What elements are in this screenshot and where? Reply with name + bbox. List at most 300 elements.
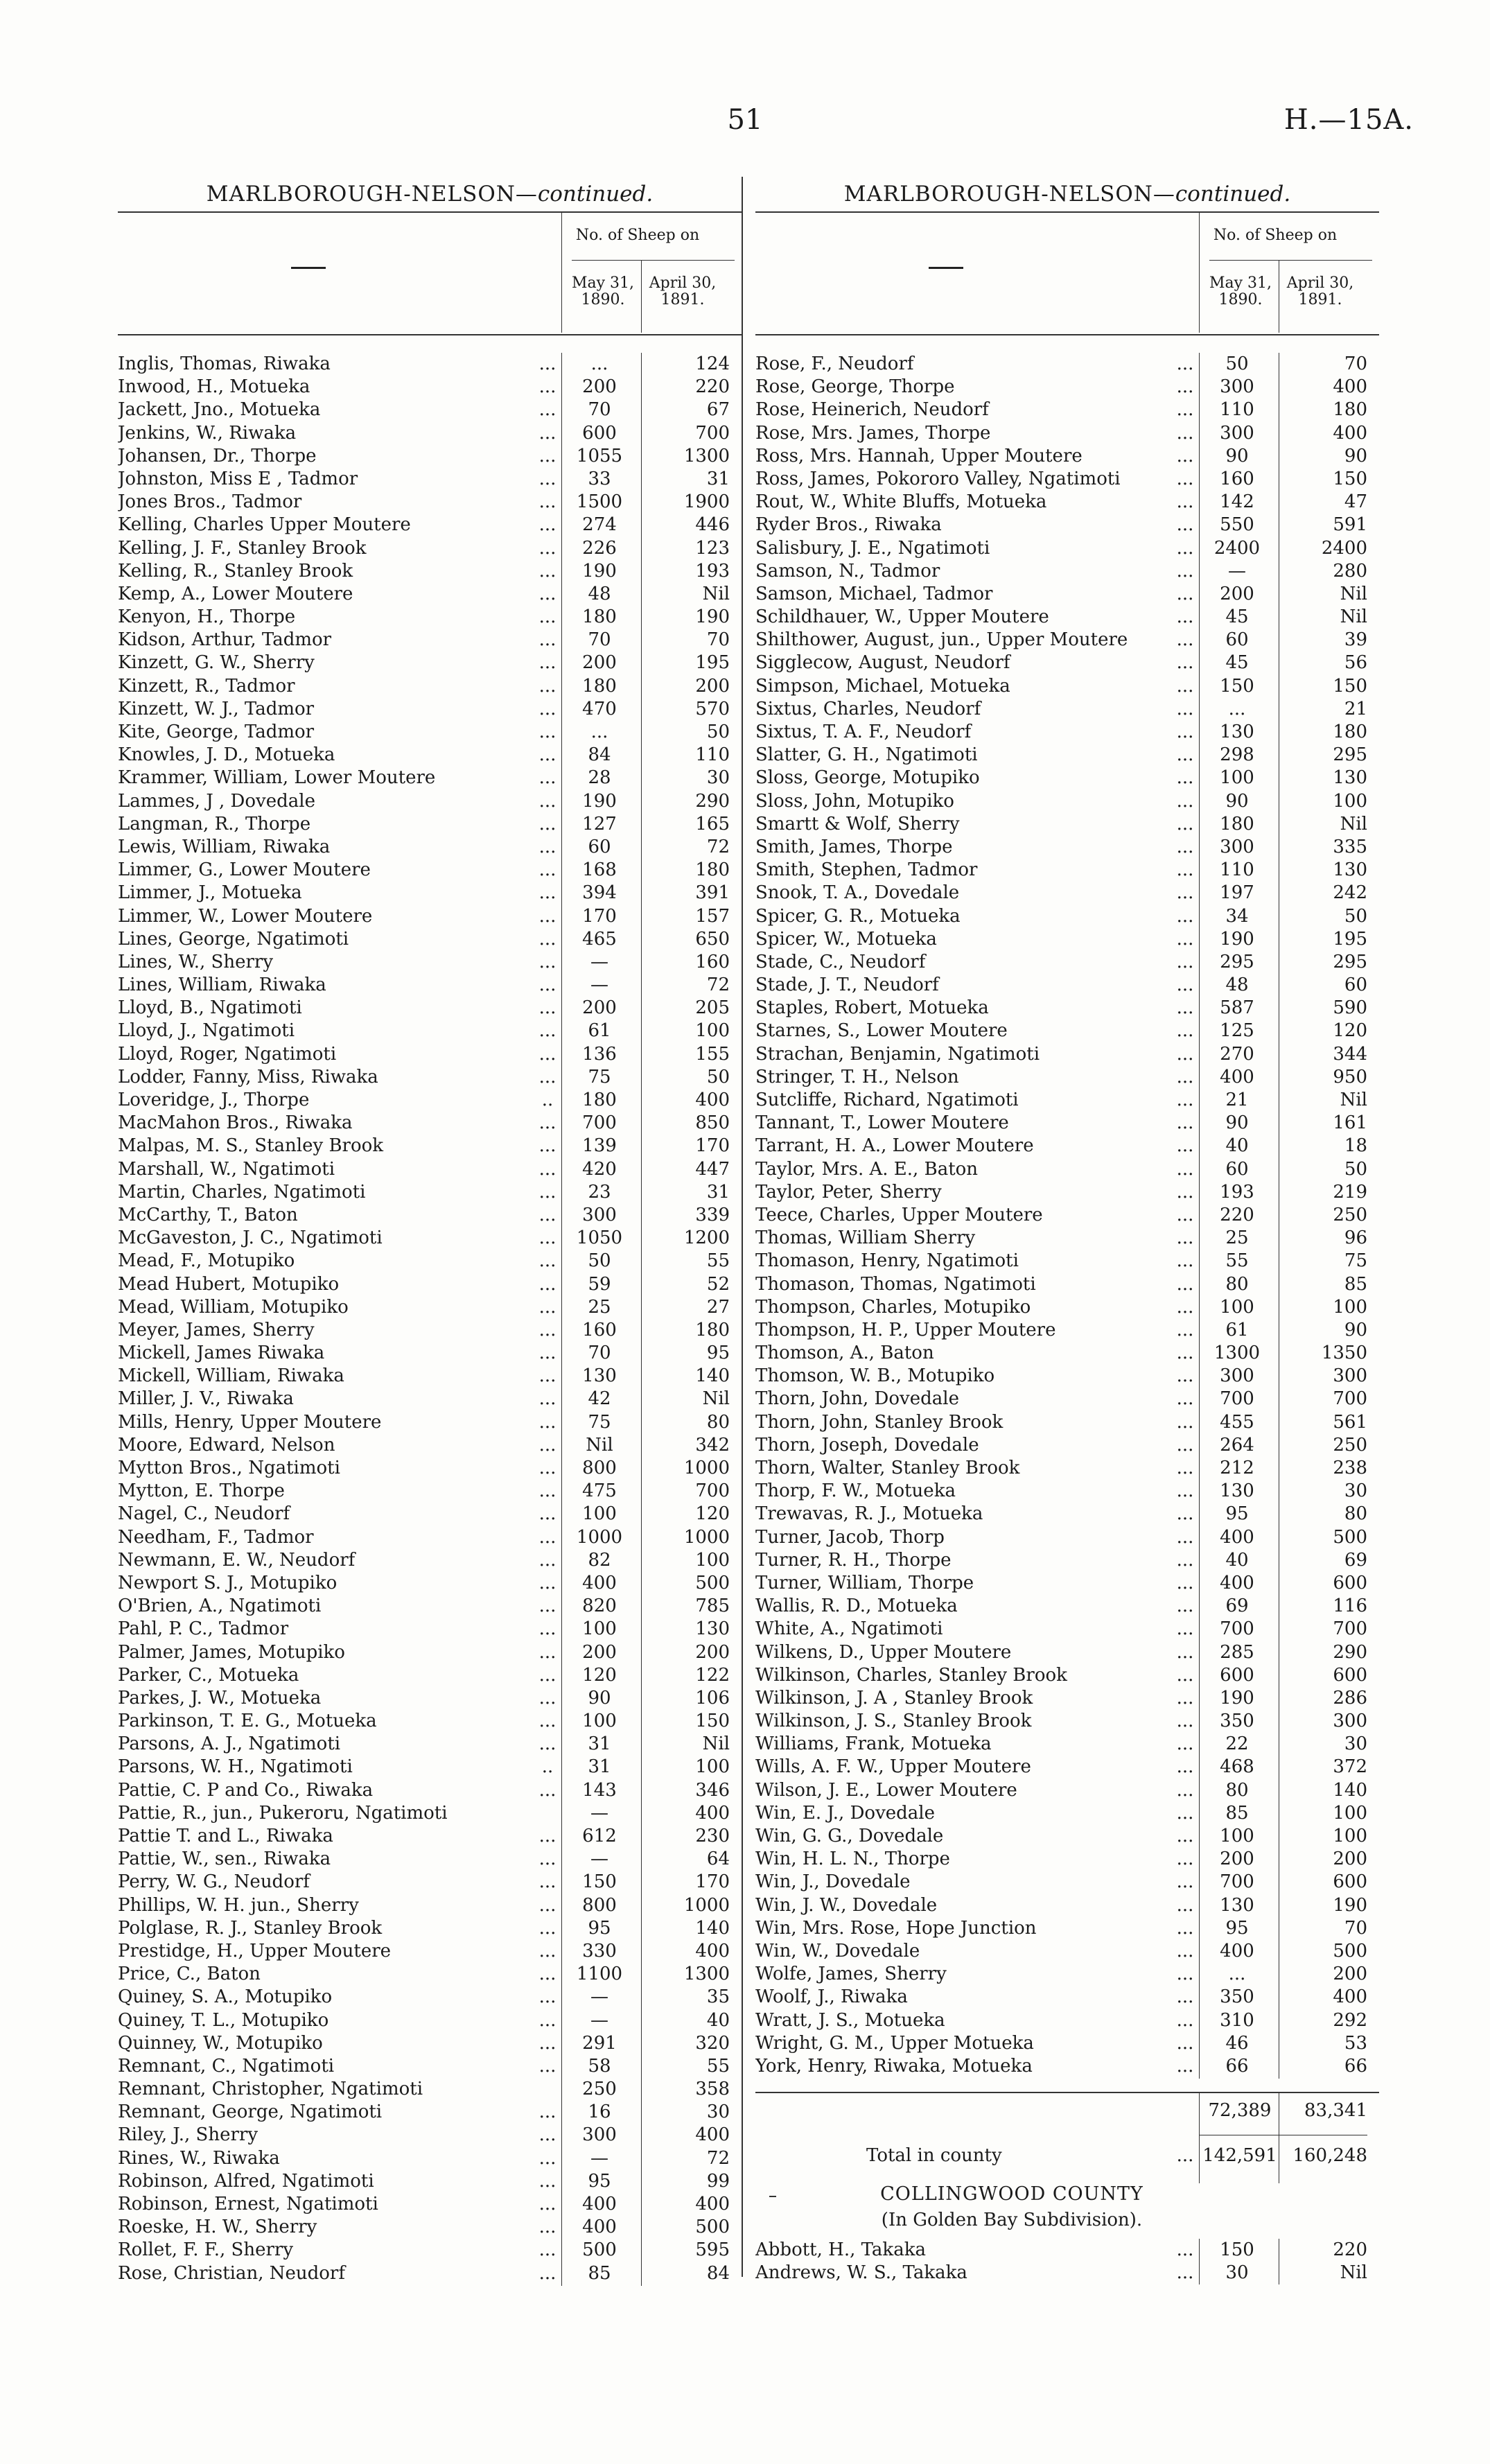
sheep-1890: 291 bbox=[582, 2032, 617, 2054]
leader-dots: ... bbox=[1176, 1343, 1194, 1364]
sheep-1890: 300 bbox=[1220, 1365, 1254, 1387]
owner-name: Kinzett, G. W., Sherry bbox=[118, 652, 315, 674]
owner-name: Mills, Henry, Upper Moutere bbox=[118, 1411, 382, 1433]
sheep-1891: 180 bbox=[695, 859, 730, 881]
sheep-1891: 447 bbox=[695, 1158, 730, 1180]
sheep-1890: ... bbox=[1228, 698, 1246, 719]
sheep-1891: 190 bbox=[1333, 1894, 1367, 1916]
sheep-1890: 400 bbox=[1220, 1572, 1254, 1593]
owner-name: Quinney, W., Motupiko bbox=[118, 2032, 323, 2054]
date-1891-line2: 1891. bbox=[1298, 291, 1342, 308]
sheep-1890: 130 bbox=[1220, 1480, 1254, 1502]
sheep-1890: 70 bbox=[588, 629, 611, 651]
leader-dots: ... bbox=[538, 1043, 556, 1065]
table-row bbox=[118, 1273, 742, 1296]
leader-dots: ... bbox=[1176, 1549, 1194, 1571]
leader-dots: ... bbox=[1176, 514, 1194, 536]
sheep-1890: 84 bbox=[588, 744, 611, 766]
sheep-1890: 23 bbox=[588, 1181, 611, 1203]
sheep-1890: 150 bbox=[582, 1871, 617, 1893]
owner-name: Limmer, W., Lower Moutere bbox=[118, 905, 373, 927]
sheep-1891: 200 bbox=[695, 675, 730, 697]
sheep-1891: 75 bbox=[1344, 1250, 1367, 1272]
owner-name: Pattie T. and L., Riwaka bbox=[118, 1826, 333, 1846]
table-row bbox=[118, 1779, 742, 1802]
table-row bbox=[755, 2239, 1379, 2262]
owner-name: Pattie, W., sen., Riwaka bbox=[118, 1849, 331, 1870]
table-row bbox=[755, 1549, 1379, 1572]
sheep-1891: 650 bbox=[695, 928, 730, 950]
table-row bbox=[118, 606, 742, 629]
leader-dots: ... bbox=[538, 928, 556, 950]
column-divider bbox=[742, 177, 743, 2277]
leader-dots: ... bbox=[538, 975, 556, 996]
sheep-1891: 55 bbox=[706, 1250, 730, 1272]
sheep-1891: 250 bbox=[1333, 1204, 1367, 1225]
sheep-1890: 400 bbox=[1220, 1526, 1254, 1548]
owner-name: Taylor, Mrs. A. E., Baton bbox=[755, 1158, 979, 1180]
owner-name: Win, Mrs. Rose, Hope Junction bbox=[755, 1917, 1037, 1939]
owner-name: Mytton Bros., Ngatimoti bbox=[118, 1458, 340, 1478]
table-row bbox=[118, 1434, 742, 1457]
sheep-1891: 346 bbox=[695, 1779, 730, 1801]
sheep-1890: 61 bbox=[1225, 1319, 1249, 1340]
sheep-1890: 31 bbox=[588, 1733, 611, 1755]
sheep-1890: 55 bbox=[1225, 1250, 1249, 1272]
sheep-1891: 160 bbox=[695, 951, 730, 972]
leader-dots: ... bbox=[1176, 2055, 1194, 2077]
name-column-dash bbox=[291, 267, 326, 269]
sheep-1891: 300 bbox=[1333, 1711, 1367, 1732]
table-row bbox=[118, 2193, 742, 2216]
leader-dots: ... bbox=[538, 2170, 556, 2192]
leader-dots: ... bbox=[1176, 1779, 1194, 1801]
table-row bbox=[118, 1963, 742, 1986]
sheep-1890: 300 bbox=[582, 2124, 617, 2146]
sheep-1891: 339 bbox=[695, 1204, 730, 1225]
date-1891-line1: April 30, bbox=[1286, 274, 1354, 292]
sheep-1891: 95 bbox=[706, 1343, 730, 1364]
leader-dots: ... bbox=[1176, 629, 1194, 651]
sheep-1891: 157 bbox=[695, 905, 730, 927]
table-row bbox=[755, 2009, 1379, 2032]
date-1891-heading bbox=[1282, 275, 1358, 308]
sheep-1891: 372 bbox=[1333, 1756, 1367, 1778]
table-row bbox=[755, 790, 1379, 813]
sheep-1891: 344 bbox=[1333, 1043, 1367, 1065]
leader-dots: ... bbox=[1176, 1802, 1194, 1824]
table-row bbox=[118, 2170, 742, 2193]
owner-name: Rose, Christian, Neudorf bbox=[118, 2262, 345, 2284]
sheep-1890: 180 bbox=[1220, 813, 1254, 835]
sheep-1891: 400 bbox=[1333, 1986, 1367, 2008]
sheep-1891: Nil bbox=[702, 583, 730, 604]
owner-name: Mead, William, Motupiko bbox=[118, 1296, 349, 1318]
table-row bbox=[118, 790, 742, 813]
table-row bbox=[118, 491, 742, 514]
table-row bbox=[118, 1480, 742, 1503]
owner-name: Strachan, Benjamin, Ngatimoti bbox=[755, 1043, 1040, 1065]
leader-dots: ... bbox=[538, 1733, 556, 1755]
leader-dots: ... bbox=[1176, 1273, 1194, 1295]
table-row bbox=[755, 1066, 1379, 1089]
sheep-1891: 600 bbox=[1333, 1871, 1367, 1893]
owner-name: Nagel, C., Neudorf bbox=[118, 1503, 290, 1525]
sheep-1890: 550 bbox=[1220, 514, 1254, 536]
sheep-1890: 61 bbox=[588, 1020, 611, 1042]
table-row bbox=[755, 1848, 1379, 1871]
sheep-1890: — bbox=[590, 1802, 608, 1824]
owner-name: Quiney, S. A., Motupiko bbox=[118, 1986, 333, 2008]
sheep-1891: 400 bbox=[695, 1802, 730, 1824]
table-row bbox=[118, 1756, 742, 1779]
table-row bbox=[118, 2262, 742, 2285]
sheep-1891: 67 bbox=[706, 399, 730, 421]
sheep-1891: 50 bbox=[706, 722, 730, 742]
leader-dots: ... bbox=[538, 2009, 556, 2031]
table-row bbox=[755, 1296, 1379, 1319]
sheep-1891: 2400 bbox=[1321, 537, 1367, 559]
leader-dots: ... bbox=[538, 1458, 556, 1478]
table-row bbox=[118, 1894, 742, 1917]
table-row bbox=[755, 1641, 1379, 1664]
leader-dots: ... bbox=[538, 2194, 556, 2214]
sheep-1890: 612 bbox=[582, 1826, 617, 1846]
owner-name: Phillips, W. H. jun., Sherry bbox=[118, 1894, 359, 1916]
sheep-1890: 298 bbox=[1220, 744, 1254, 766]
sheep-1891: Nil bbox=[1340, 583, 1367, 604]
owner-name: Ross, Mrs. Hannah, Upper Moutere bbox=[755, 445, 1083, 466]
sheep-1890: 130 bbox=[1220, 722, 1254, 742]
sheep-1891: 850 bbox=[695, 1112, 730, 1134]
sheep-1890: — bbox=[590, 1849, 608, 1870]
owner-name: Turner, William, Thorpe bbox=[755, 1572, 974, 1593]
owner-name: Sloss, John, Motupiko bbox=[755, 790, 954, 812]
leader-dots: ... bbox=[538, 1641, 556, 1663]
leader-dots: ... bbox=[538, 1319, 556, 1340]
sheep-1890: 95 bbox=[588, 2170, 611, 2192]
leader-dots: ... bbox=[1176, 1733, 1194, 1755]
owner-name: Kite, George, Tadmor bbox=[118, 722, 315, 742]
owner-name: Sloss, George, Motupiko bbox=[755, 767, 980, 789]
leader-dots: ... bbox=[538, 767, 556, 789]
sheep-1890: 139 bbox=[582, 1135, 617, 1157]
owner-name: Limmer, J., Motueka bbox=[118, 882, 302, 904]
sheep-1891: 90 bbox=[1344, 445, 1367, 466]
leader-dots: ... bbox=[1176, 1871, 1194, 1893]
sheep-1891: 120 bbox=[1333, 1020, 1367, 1042]
table-row bbox=[755, 1342, 1379, 1365]
leader-dots: ... bbox=[538, 859, 556, 881]
owner-name: Polglase, R. J., Stanley Brook bbox=[118, 1917, 383, 1939]
sheep-1891: 21 bbox=[1344, 698, 1367, 719]
date-1890-line1: May 31, bbox=[1209, 274, 1272, 292]
table-row bbox=[118, 2216, 742, 2239]
leader-dots: ... bbox=[1176, 1090, 1194, 1110]
right-column-title bbox=[755, 177, 1379, 211]
sheep-1891: 66 bbox=[1344, 2055, 1367, 2077]
sheep-1890: 127 bbox=[582, 813, 617, 835]
leader-dots: ... bbox=[1176, 468, 1194, 489]
owner-name: Malpas, M. S., Stanley Brook bbox=[118, 1135, 384, 1157]
sheep-1891: 591 bbox=[1333, 514, 1367, 536]
table-row bbox=[755, 1411, 1379, 1434]
leader-dots: ... bbox=[1176, 1480, 1194, 1502]
sheep-count-heading: No. of Sheep on bbox=[575, 227, 700, 244]
sheep-1891: 700 bbox=[1333, 1618, 1367, 1640]
date-1891-line2: 1891. bbox=[660, 291, 705, 308]
sheep-1890: 22 bbox=[1225, 1733, 1249, 1755]
leader-dots: ... bbox=[1176, 975, 1194, 996]
sheep-1891: 100 bbox=[1333, 1296, 1367, 1318]
table-row bbox=[118, 951, 742, 974]
table-row bbox=[118, 1204, 742, 1227]
sheep-1891: 100 bbox=[1333, 1826, 1367, 1846]
leader-dots: ... bbox=[1176, 1826, 1194, 1846]
table-row bbox=[118, 997, 742, 1020]
leader-dots: ... bbox=[538, 1526, 556, 1548]
subtotal-1891: 83,341 bbox=[1304, 2100, 1367, 2122]
table-row bbox=[118, 1710, 742, 1733]
table-row bbox=[118, 1365, 742, 1388]
owner-name: Newport S. J., Motupiko bbox=[118, 1572, 338, 1593]
table-row bbox=[755, 606, 1379, 629]
sheep-1890: 66 bbox=[1225, 2055, 1249, 2077]
leader-dots: ... bbox=[1176, 1711, 1194, 1732]
sheep-1891: 1900 bbox=[683, 491, 730, 513]
sheep-1890: 270 bbox=[1220, 1043, 1254, 1065]
leader-dots: ... bbox=[538, 514, 556, 536]
leader-dots: ... bbox=[538, 1986, 556, 2008]
leader-dots: ... bbox=[1176, 1917, 1194, 1939]
sheep-1890: 180 bbox=[582, 1090, 617, 1110]
sheep-1890: 200 bbox=[1220, 583, 1254, 604]
table-row bbox=[118, 1319, 742, 1342]
table-row bbox=[755, 1572, 1379, 1595]
sheep-1890: 100 bbox=[1220, 1826, 1254, 1846]
sheep-1890: 34 bbox=[1225, 905, 1249, 927]
sheep-1890: 70 bbox=[588, 399, 611, 421]
owner-name: Thomson, A., Baton bbox=[755, 1343, 934, 1364]
sheep-1891: 500 bbox=[695, 1572, 730, 1593]
sheep-1890: 168 bbox=[582, 859, 617, 881]
sheep-1891: 165 bbox=[695, 813, 730, 835]
table-row bbox=[755, 744, 1379, 767]
leader-dots: ... bbox=[1176, 491, 1194, 513]
leader-dots: ... bbox=[538, 1020, 556, 1042]
owner-name: Simpson, Michael, Motueka bbox=[755, 675, 1010, 697]
table-row bbox=[755, 422, 1379, 445]
owner-name: Parker, C., Motueka bbox=[118, 1664, 299, 1686]
header-rule-middle bbox=[641, 260, 642, 333]
sheep-1890: 21 bbox=[1225, 1090, 1249, 1110]
sheep-1890: — bbox=[590, 1986, 608, 2008]
table-row bbox=[118, 2239, 742, 2262]
date-1890-line2: 1890. bbox=[581, 291, 625, 308]
owner-name: Wilkinson, Charles, Stanley Brook bbox=[755, 1664, 1067, 1686]
sheep-1891: 70 bbox=[1344, 353, 1367, 374]
sheep-1891: 220 bbox=[695, 376, 730, 398]
leader-dots: ... bbox=[538, 1549, 556, 1571]
owner-name: Sigglecow, August, Neudorf bbox=[755, 652, 1010, 674]
sheep-1891: 180 bbox=[695, 1319, 730, 1340]
table-row bbox=[755, 1135, 1379, 1157]
table-row bbox=[755, 652, 1379, 674]
leader-dots: ... bbox=[1176, 1365, 1194, 1387]
sheep-1890: 475 bbox=[582, 1480, 617, 1502]
table-row bbox=[755, 1618, 1379, 1641]
county-dash bbox=[769, 2196, 776, 2197]
owner-name: Rollet, F. F., Sherry bbox=[118, 2239, 294, 2261]
sheep-1890: 800 bbox=[582, 1894, 617, 1916]
owner-name: Thomas, William Sherry bbox=[755, 1227, 976, 1249]
sheep-1890: 1000 bbox=[576, 1526, 623, 1548]
sheep-1891: 84 bbox=[706, 2262, 730, 2284]
table-row bbox=[755, 974, 1379, 997]
sheep-1891: 200 bbox=[1333, 1964, 1367, 1985]
owner-name: Wolfe, James, Sherry bbox=[755, 1964, 947, 1985]
table-row bbox=[118, 928, 742, 951]
sheep-1890: 600 bbox=[1220, 1664, 1254, 1686]
leader-dots: ... bbox=[538, 2262, 556, 2284]
leader-dots: ... bbox=[538, 1296, 556, 1318]
leader-dots: ... bbox=[538, 1343, 556, 1364]
owner-name: Trewavas, R. J., Motueka bbox=[755, 1503, 983, 1525]
owner-name: Smith, James, Thorpe bbox=[755, 836, 953, 857]
subtotal-1890: 72,389 bbox=[1208, 2100, 1272, 2122]
table-row bbox=[755, 2055, 1379, 2078]
sheep-1891: 53 bbox=[1344, 2032, 1367, 2054]
sheep-1891: 500 bbox=[1333, 1940, 1367, 1961]
sheep-1891: 35 bbox=[706, 1986, 730, 2008]
sheep-1890: — bbox=[1228, 560, 1246, 582]
sheep-1891: 50 bbox=[1344, 1158, 1367, 1180]
sheep-1891: 700 bbox=[695, 422, 730, 444]
sheep-heading-rule bbox=[572, 260, 735, 261]
date-1890-line2: 1890. bbox=[1218, 291, 1263, 308]
table-row bbox=[118, 399, 742, 421]
sheep-1891: 500 bbox=[1333, 1526, 1367, 1548]
owner-name: Lines, William, Riwaka bbox=[118, 975, 326, 996]
table-row bbox=[755, 468, 1379, 491]
county-title: COLLINGWOOD COUNTY bbox=[880, 2183, 1143, 2205]
leader-dots: ... bbox=[538, 1596, 556, 1617]
sheep-1891: 700 bbox=[1333, 1388, 1367, 1410]
owner-name: Robinson, Alfred, Ngatimoti bbox=[118, 2170, 374, 2192]
leader-dots: ... bbox=[1176, 1388, 1194, 1410]
sheep-1891: 60 bbox=[1344, 975, 1367, 996]
sheep-1891: 80 bbox=[1344, 1503, 1367, 1525]
owner-name: Tannant, T., Lower Moutere bbox=[755, 1112, 1009, 1134]
table-row bbox=[755, 1388, 1379, 1410]
leader-dots: ... bbox=[538, 652, 556, 674]
sheep-1891: 40 bbox=[706, 2009, 730, 2031]
sheep-1890: 400 bbox=[582, 2217, 617, 2238]
leader-dots: ... bbox=[538, 2124, 556, 2146]
sheep-1890: 2400 bbox=[1213, 537, 1261, 559]
table-row bbox=[118, 721, 742, 744]
owner-name: McGaveston, J. C., Ngatimoti bbox=[118, 1227, 383, 1249]
table-row bbox=[755, 1365, 1379, 1388]
table-row bbox=[118, 1871, 742, 1894]
leader-dots: ... bbox=[1176, 1066, 1194, 1087]
leader-dots: ... bbox=[538, 951, 556, 972]
table-row bbox=[755, 997, 1379, 1020]
table-row bbox=[755, 1089, 1379, 1112]
owner-name: Rose, Heinerich, Neudorf bbox=[755, 399, 989, 421]
leader-dots: ... bbox=[1176, 422, 1194, 444]
owner-name: Thorp, F. W., Motueka bbox=[755, 1480, 956, 1502]
table-row bbox=[755, 1204, 1379, 1227]
sheep-1891: Nil bbox=[1340, 2262, 1367, 2284]
leader-dots: ... bbox=[1176, 353, 1194, 374]
table-row bbox=[755, 1457, 1379, 1480]
owner-name: Wilkinson, J. A , Stanley Brook bbox=[755, 1687, 1033, 1709]
sheep-1891: Nil bbox=[1340, 813, 1367, 835]
leader-dots: ... bbox=[538, 1181, 556, 1203]
table-row bbox=[118, 882, 742, 905]
sheep-1890: 250 bbox=[582, 2079, 617, 2100]
table-row bbox=[118, 1135, 742, 1157]
sheep-1890: 587 bbox=[1220, 997, 1254, 1019]
owner-name: Teece, Charles, Upper Moutere bbox=[755, 1204, 1043, 1225]
sheep-1890: 190 bbox=[582, 790, 617, 812]
sheep-1891: 292 bbox=[1333, 2009, 1367, 2031]
table-row bbox=[118, 629, 742, 652]
left-title-continued: continued. bbox=[537, 182, 654, 207]
sheep-1890: 136 bbox=[582, 1043, 617, 1065]
leader-dots: ... bbox=[538, 722, 556, 742]
leader-dots: ... bbox=[538, 606, 556, 628]
table-row bbox=[755, 1250, 1379, 1273]
sheep-1891: 300 bbox=[1333, 1365, 1367, 1387]
table-row bbox=[755, 1710, 1379, 1733]
sheep-1890: 400 bbox=[582, 1572, 617, 1593]
owner-name: Staples, Robert, Motueka bbox=[755, 997, 989, 1019]
table-row bbox=[118, 1802, 742, 1825]
leader-dots: ... bbox=[1176, 445, 1194, 466]
sheep-1890: 95 bbox=[1225, 1917, 1249, 1939]
owner-name: Mead Hubert, Motupiko bbox=[118, 1273, 340, 1295]
sheep-1890: 470 bbox=[582, 698, 617, 719]
sheep-1891: Nil bbox=[1340, 606, 1367, 628]
leader-dots: ... bbox=[538, 1273, 556, 1295]
leader-dots: ... bbox=[538, 813, 556, 835]
sheep-1890: 82 bbox=[588, 1549, 611, 1571]
table-row bbox=[118, 1572, 742, 1595]
leader-dots: ... bbox=[1176, 1411, 1194, 1433]
table-row bbox=[118, 514, 742, 536]
table-row bbox=[755, 629, 1379, 652]
leader-dots: ... bbox=[538, 1066, 556, 1087]
left-table-header bbox=[118, 211, 742, 335]
table-row bbox=[118, 767, 742, 789]
sheep-1890: 130 bbox=[582, 1365, 617, 1387]
sheep-1891: 280 bbox=[1333, 560, 1367, 582]
table-row bbox=[118, 1641, 742, 1664]
sheep-1890: 310 bbox=[1220, 2009, 1254, 2031]
leader-dots: ... bbox=[538, 1917, 556, 1939]
table-row bbox=[118, 1733, 742, 1756]
date-1891-line1: April 30, bbox=[649, 274, 717, 292]
table-row bbox=[118, 1595, 742, 1618]
sheep-1891: 150 bbox=[695, 1711, 730, 1732]
leader-dots: ... bbox=[538, 836, 556, 857]
sheep-1891: 190 bbox=[695, 606, 730, 628]
table-row bbox=[755, 1273, 1379, 1296]
leader-dots: ... bbox=[538, 1411, 556, 1433]
sheep-1890: 285 bbox=[1220, 1641, 1254, 1663]
